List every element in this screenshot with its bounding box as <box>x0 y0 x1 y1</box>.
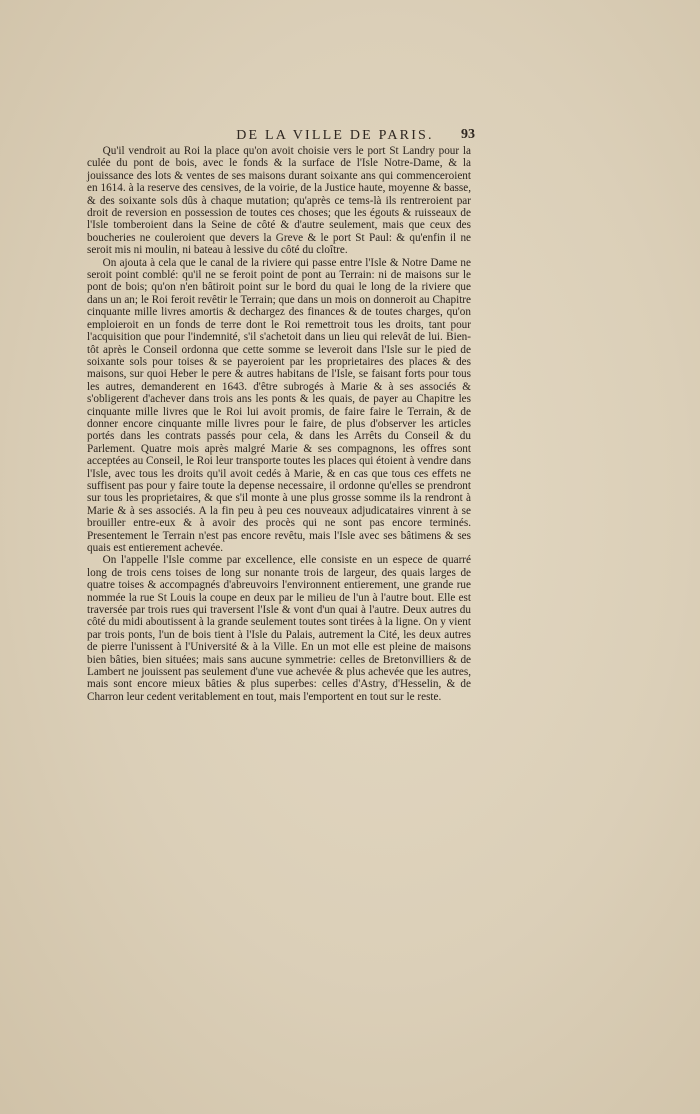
paragraph: On ajouta à cela que le canal de la riviere qui passe entre l'Isle & Notre Dame ne seroit point comblé: qu'il ne se feroit point de pont au Terrain: ni de maisons sur le pont de bois; qu'on n'en bâtiroit point sur le bord du quai le long de la riviere que dans un an; le Roi feroit revêtir le Terrain; que dans un mois on donneroit au Chapitre cinquante mille livres amortis & dechargez des finances & de toutes charges, qu'on emploieroit en un fonds de terre dont le Roi remettroit tous les droits, tant pour l'acquisition que pour l'indemnité, s'il s'achetoit dans un lieu qui relevât de lui. Bien-tôt après le Conseil ordonna que cette somme se leveroit dans l'Isle sur le pied de soixante sols pour toises & se payeroient par les proprietaires des places & des maisons, sur quoi Heber le pere & autres habitans de l'Isle, se faisant forts pour tous les autres, demanderent en 1643. d'être subrogés à Marie & à ses associés & s'obligerent d'achever dans trois ans les ponts & les quais, de payer au Chapitre les cinquante mille livres que le Roi lui avoit promis, de faire faire le Terrain, & de donner encore cinquante mille livres pour le faire, de plus d'observer les articles portés dans les contrats passés pour cela, & dans les Arrêts du Conseil & du Parlement. Quatre mois après malgré Marie & ses compagnons, les offres sont acceptées au Conseil, le Roi leur transporte toutes les places qui étoient à vendre dans l'Isle, avec tous les droits qu'il avoit cedés à Marie, & en cas que tous ces effets ne suffisent pas pour y faire toute la depense necessaire, il ordonne qu'elles se prendront sur tous les proprietaires, & que s'il monte à une plus grosse somme ils la rendront à Marie & à ses associés. A la fin peu à peu ces nouveaux adjudicataires vinrent à se brouiller entre-eux & à avoir des procès qui ne sont pas encore terminés. Presentement le Terrain n'est pas encore revêtu, mais l'Isle avec ses bâtimens & ses quais est entierement achevée. <box>87 256 471 554</box>
body-text <box>87 145 471 703</box>
paragraph: On l'appelle l'Isle comme par excellence, elle consiste en un espece de quarré long de trois cens toises de long sur nonante trois de largeur, des quais larges de quatre toises & accompagnés d'abreuvoirs l'environnent entierement, une grande rue nommée la rue St Louis la coupe en deux par le milieu de l'un à l'autre bout. Elle est traversée par trois rues qui traversent l'Isle & vont d'un quai à l'autre. Deux autres du côté du midi aboutissent à la grande seulement toutes sont tirées à la ligne. On y vient par trois ponts, l'un de bois tient à l'Isle du Palais, autrement la Cité, les deux autres de pierre l'unissent à l'Université & à la Ville. En un mot elle est pleine de maisons bien bâties, bien situées; mais sans aucune symmetrie: celles de Bretonvilliers & de Lambert ne jouissent pas seulement d'une vue achevée & plus achevée que les autres, mais sont encore mieux bâties & plus superbes: celles d'Astry, d'Hesselin, & de Charron leur cedent veritablement en tout, mais l'emportent en tout sur le reste. <box>87 554 471 703</box>
page-number: 93 <box>461 127 475 142</box>
paragraph: Qu'il vendroit au Roi la place qu'on avoit choisie vers le port St Landry pour la culée du pont de bois, avec le fonds & la surface de l'Isle Notre-Dame, & la jouissance des lots & ventes de ses maisons durant soixante ans qui commenceroient en 1614. à la reserve des censives, de la voirie, de la Justice haute, moyenne & basse, & des soixante sols dûs à chaque mutation; qu'après ce tems-là ils rentreroient par droit de reversion en possession de toutes ces choses; que les égouts & ruisseaux de l'Isle tomberoient dans la Seine de côté & d'autre seulement, mais que ceux des boucheries ne couleroient que devers la Greve & le port St Paul: & qu'enfin il ne seroit mis ni moulin, ni bateau à lessive du côté du cloître. <box>87 145 471 257</box>
running-title: DE LA VILLE DE PARIS. <box>236 128 434 143</box>
